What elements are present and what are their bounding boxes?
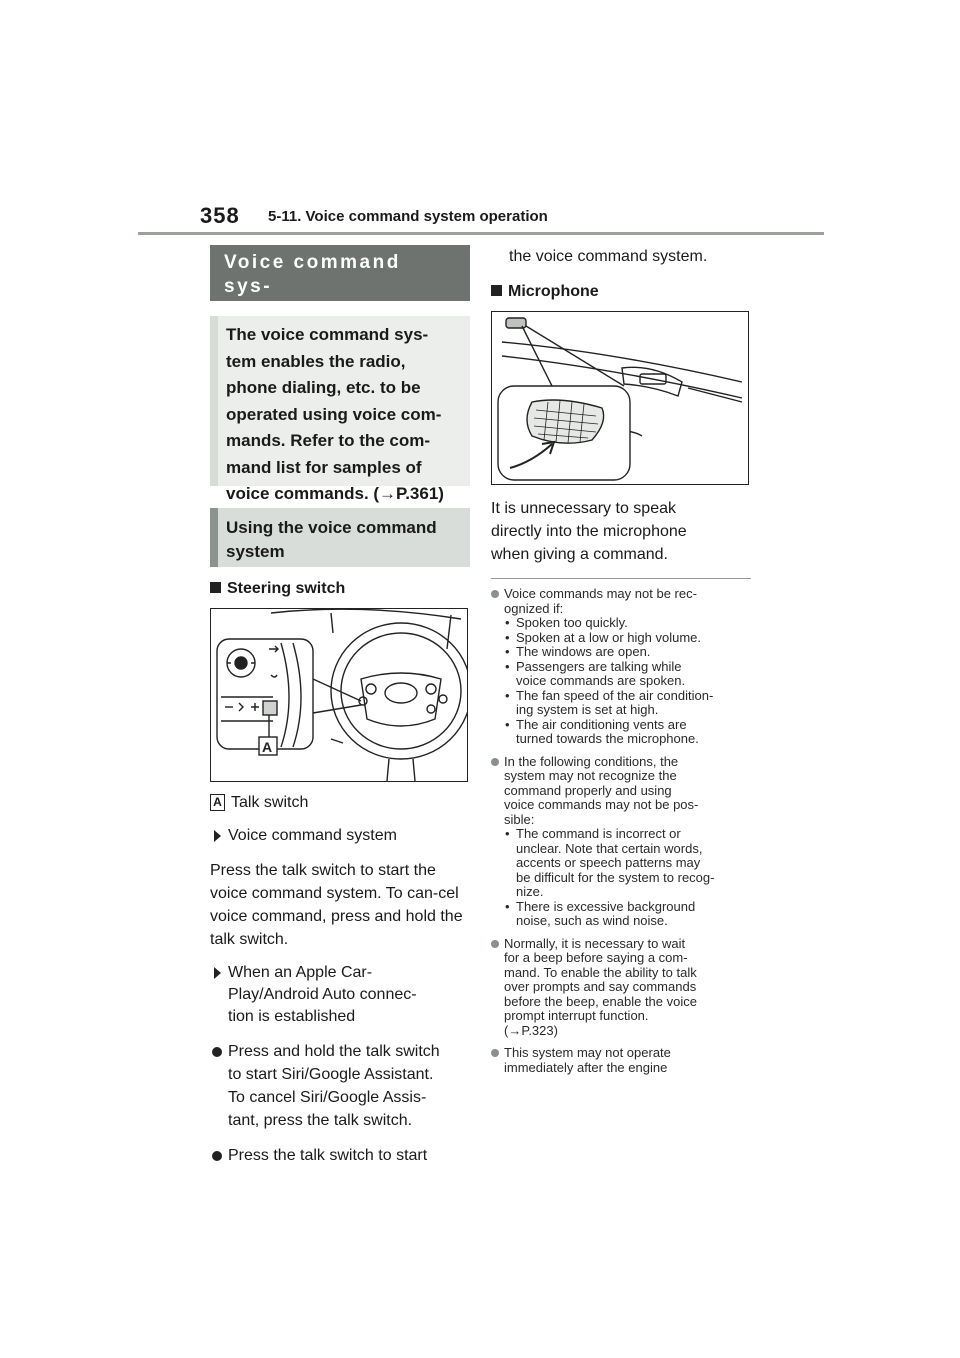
steering-wheel-illustration (211, 609, 467, 781)
square-bullet-icon (210, 582, 221, 593)
figure-caption (210, 792, 470, 814)
lead-box (210, 316, 470, 503)
note-subitem: • The air conditioning vents are turned towards the microphone. (504, 718, 751, 747)
square-bullet-icon (491, 285, 502, 296)
arrow-item-voice-command: Voice command system (210, 825, 470, 847)
note-subitem: • Spoken at a low or high volume. (504, 631, 751, 646)
note-not-recognized (491, 587, 751, 747)
steering-switch-figure (210, 608, 468, 782)
note-engine: This system may not operate immediately after the engine (491, 1046, 751, 1075)
microphone-illustration (492, 312, 748, 484)
arrow-item-carplay: When an Apple Car- Play/Android Auto connec- tion is established (210, 962, 470, 1028)
right-column (491, 245, 751, 1075)
subsection-title-text: Using the voice command system (226, 518, 437, 561)
note-conditions (491, 755, 751, 929)
left-column (210, 245, 470, 1167)
bullet-siri: Press and hold the talk switch to start Siri/Google Assistant. To cancel Siri/Google Assis- tant, press the talk switch. (210, 1040, 470, 1132)
note-subitem: • The fan speed of the air condition- ing system is set at high. (504, 689, 751, 718)
microphone-heading: Microphone (491, 280, 751, 304)
talk-switch-paragraph: Press the talk switch to start the voice command system. To can-cel voice command, press and hold the talk switch. (210, 862, 463, 948)
subsection-title (210, 508, 470, 567)
section-heading: 5-11. Voice command system operation (268, 208, 548, 225)
microphone-figure (491, 311, 749, 485)
section-title-text: Voice command sys- tem (224, 252, 401, 321)
caption-tag: A (210, 794, 225, 811)
microphone-paragraph: It is unnecessary to speak directly into the microphone when giving a command. (491, 500, 687, 563)
note-subitem: • There is excessive background noise, such as wind noise. (504, 900, 751, 929)
note-intro: In the following conditions, the system may not recognize the command properly and using voice commands may not be pos- sible: (504, 753, 699, 827)
page-number: 358 (200, 203, 240, 228)
note-beep: Normally, it is necessary to wait for a beep before saying a com- mand. To enable the ability to talk over prompts and say commands before the beep, enable the voice prompt interrupt function. (→P.323) (491, 937, 751, 1039)
header-rule (138, 232, 824, 235)
figure-callout-label: A (262, 739, 273, 755)
note-subitem: • The command is incorrect or unclear. Note that certain words, accents or speech patterns may be difficult for the system to recog- nize. (504, 827, 751, 900)
lead-text: The voice command sys- tem enables the radio, phone dialing, etc. to be operated using voice com- mands. Refer to the com- mand list for samples of voice commands. (→P.361) (226, 325, 444, 503)
section-title (210, 245, 470, 321)
notes-divider (491, 578, 751, 579)
bullet-start: Press the talk switch to start (210, 1144, 470, 1167)
note-subitem: • The windows are open. (504, 645, 751, 660)
continued-text: the voice command system. (509, 248, 708, 265)
note-subitem: • Spoken too quickly. (504, 616, 751, 631)
note-intro: Voice commands may not be rec- ognized if: (504, 586, 697, 616)
steering-switch-heading: Steering switch (210, 577, 470, 601)
caption-text: Talk switch (231, 794, 309, 811)
note-subitem: • Passengers are talking while voice commands are spoken. (504, 660, 751, 689)
